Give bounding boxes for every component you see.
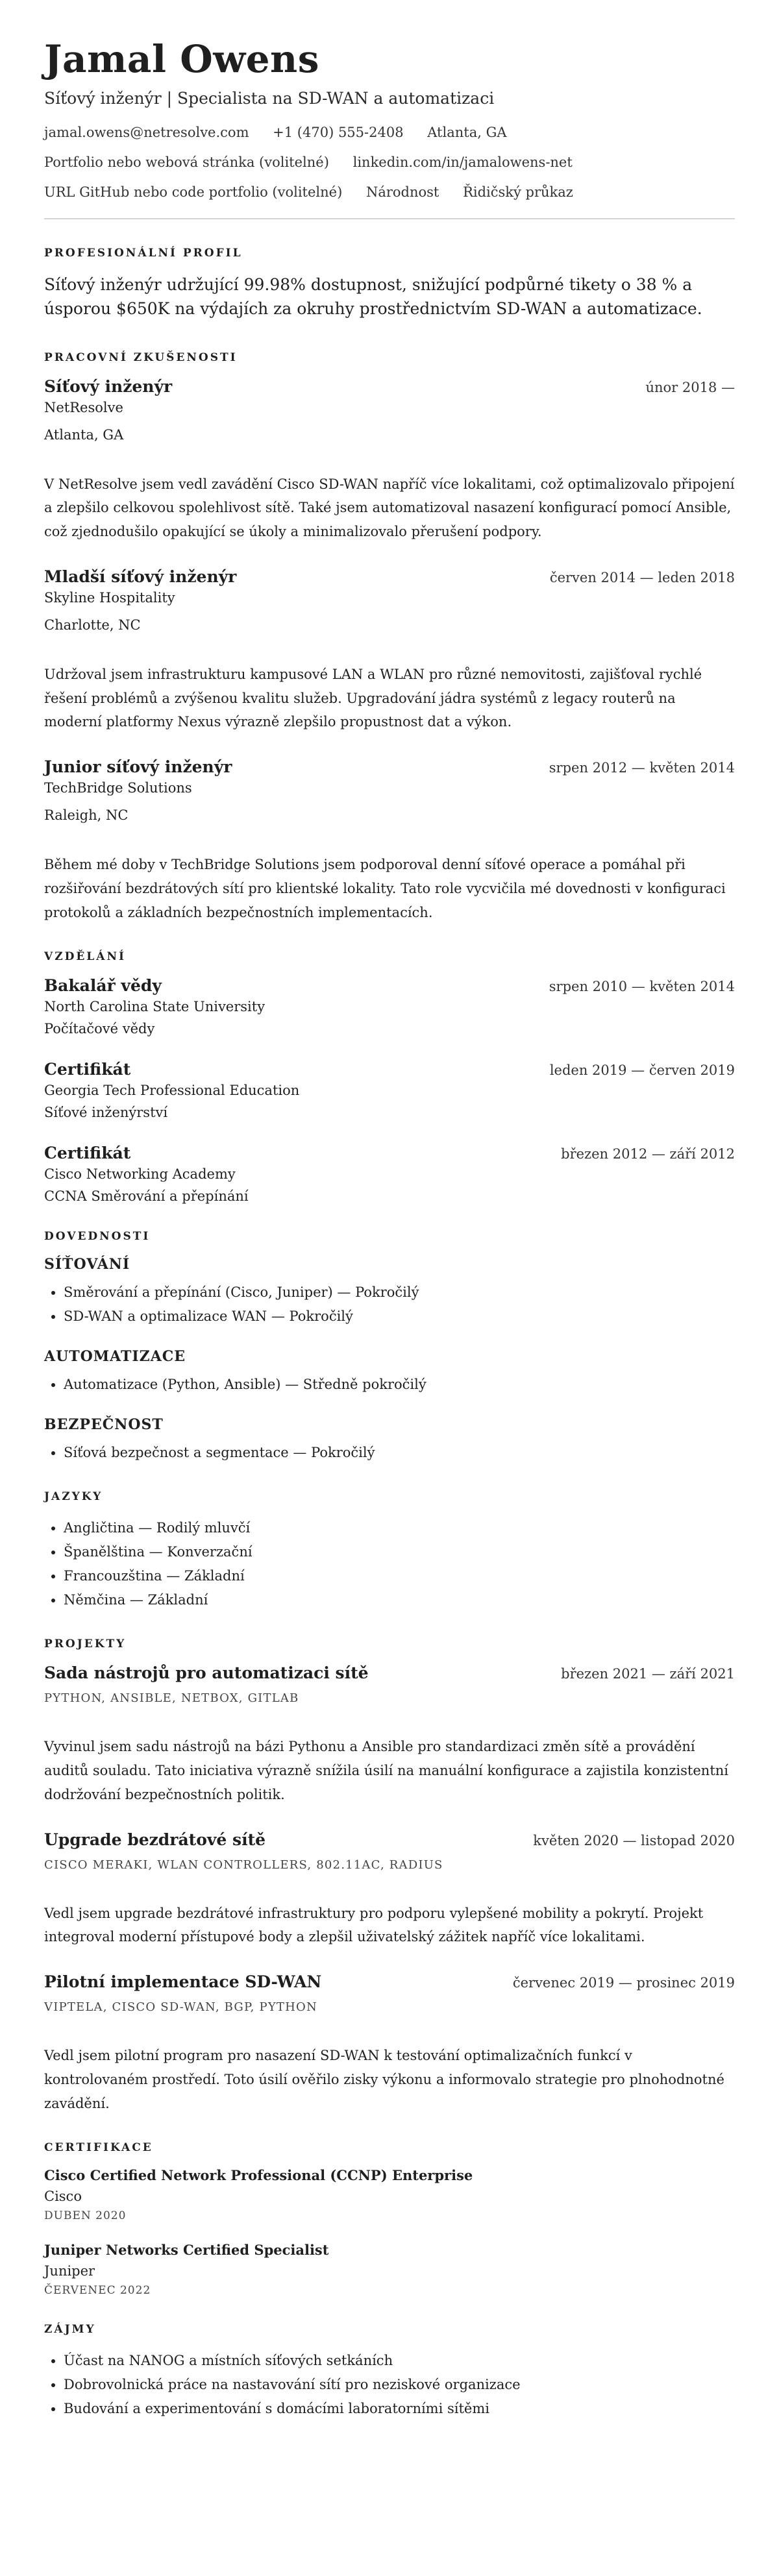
skill-item: • Síťová bezpečnost a segmentace — Pokročilý <box>64 1441 735 1465</box>
education-section <box>44 950 735 1204</box>
project-dates: červenec 2019 — prosinec 2019 <box>512 1975 735 1991</box>
interest-item: • Účast na NANOG a místních síťových setkáních <box>64 2349 735 2373</box>
interest-item: • Budování a experimentování s domácími laboratorními sítěmi <box>64 2397 735 2421</box>
job-dates: srpen 2012 — květen 2014 <box>549 760 735 776</box>
nationality-text: Národnost <box>365 184 439 200</box>
education-dates: březen 2012 — září 2012 <box>561 1146 735 1162</box>
experience-entry <box>44 567 735 734</box>
experience-entry <box>44 757 735 924</box>
skills-heading: DOVEDNOSTI <box>44 1230 151 1244</box>
experience-heading: PRACOVNÍ ZKUŠENOSTI <box>44 350 238 364</box>
skill-group-title: SÍŤOVÁNÍ <box>44 1256 130 1273</box>
portfolio-link[interactable]: Portfolio nebo webová stránka (volitelné) <box>44 154 329 170</box>
education-dates: leden 2019 — červen 2019 <box>549 1062 735 1079</box>
links-row <box>44 154 735 170</box>
interests-section <box>44 2323 735 2420</box>
skill-group-title: BEZPEČNOST <box>44 1416 164 1433</box>
project-tech: CISCO MERAKI, WLAN CONTROLLERS, 802.11AC, RADIUS <box>44 1858 443 1872</box>
education-dates: srpen 2010 — květen 2014 <box>549 979 735 995</box>
project-name: Pilotní implementace SD-WAN <box>44 1972 322 1992</box>
certification-name: Cisco Certified Network Professional (CCNP) Enterprise <box>44 2167 473 2184</box>
certification-entry <box>44 2167 735 2222</box>
certification-issuer: Juniper <box>44 2263 95 2279</box>
degree-title: Bakalář vědy <box>44 976 162 996</box>
skill-item: • SD-WAN a optimalizace WAN — Pokročilý <box>64 1305 735 1329</box>
skill-list <box>44 1281 735 1329</box>
project-dates: květen 2020 — listopad 2020 <box>533 1832 735 1848</box>
location-text: Atlanta, GA <box>427 124 507 140</box>
experience-entry <box>44 377 735 544</box>
certifications-heading: CERTIFIKACE <box>44 2141 153 2155</box>
header-divider <box>44 218 735 219</box>
project-name: Upgrade bezdrátové sítě <box>44 1830 266 1849</box>
project-tech: PYTHON, ANSIBLE, NETBOX, GITLAB <box>44 1691 299 1706</box>
degree-title: Certifikát <box>44 1144 131 1163</box>
language-item: • Francouzština — Základní <box>64 1564 735 1588</box>
job-dates: červen 2014 — leden 2018 <box>549 569 735 585</box>
languages-heading: JAZYKY <box>44 1490 103 1504</box>
job-dates: únor 2018 — <box>645 379 735 395</box>
project-description: Vedl jsem upgrade bezdrátové infrastruktury pro podporu vylepšené mobility a pokrytí. Projekt integroval moderní přístupové body a zlepšil uživatelský zážitek napříč více lokalitami. <box>44 1905 704 1945</box>
interest-list <box>44 2349 735 2420</box>
company-name: NetResolve <box>44 399 123 415</box>
contact-row <box>44 125 735 140</box>
education-heading: VZDĚLÁNÍ <box>44 950 126 964</box>
company-name: TechBridge Solutions <box>44 780 192 796</box>
company-name: Skyline Hospitality <box>44 589 175 606</box>
job-location: Raleigh, NC <box>44 807 129 824</box>
education-entry <box>44 1060 735 1120</box>
certification-entry <box>44 2242 735 2297</box>
language-item: • Němčina — Základní <box>64 1588 735 1612</box>
study-field: CCNA Směrování a přepínání <box>44 1188 249 1205</box>
profile-summary: Síťový inženýr udržující 99.98% dostupnost, snižující podpůrné tikety o 38 % a úsporou $650K na výdajích za okruhy prostřednictvím SD-WAN a automatizace. <box>44 275 702 319</box>
language-list <box>44 1516 735 1612</box>
job-location: Atlanta, GA <box>44 426 124 443</box>
skill-item: • Směrování a přepínání (Cisco, Juniper) — Pokročilý <box>64 1281 735 1305</box>
skill-group-title: AUTOMATIZACE <box>44 1347 186 1365</box>
project-entry <box>44 1830 735 1950</box>
skills-section <box>44 1230 735 1464</box>
certification-date: ČERVENEC 2022 <box>44 2284 151 2298</box>
extra-row <box>44 184 735 200</box>
education-entry <box>44 976 735 1037</box>
certification-date: DUBEN 2020 <box>44 2209 127 2223</box>
project-entry <box>44 1972 735 2115</box>
experience-section <box>44 351 735 925</box>
project-tech: VIPTELA, CISCO SD-WAN, BGP, PYTHON <box>44 2000 317 2015</box>
job-title: Junior síťový inženýr <box>44 757 232 777</box>
job-description: Během mé doby v TechBridge Solutions jsem podporoval denní síťové operace a pomáhal při rozšiřování bezdrátových sítí pro klientské lokality. Tato role vycvičila mé dovednosti v konfiguraci protokolů a základních bezpečnostních implementacích. <box>44 857 726 920</box>
interest-item: • Dobrovolnická práce na nastavování sítí pro neziskové organizace <box>64 2373 735 2397</box>
project-name: Sada nástrojů pro automatizaci sítě <box>44 1663 369 1683</box>
skill-list <box>44 1373 735 1397</box>
education-entry <box>44 1144 735 1204</box>
job-title: Mladší síťový inženýr <box>44 567 237 586</box>
certification-issuer: Cisco <box>44 2189 82 2205</box>
study-field: Počítačové vědy <box>44 1021 155 1037</box>
interests-heading: ZÁJMY <box>44 2323 96 2337</box>
projects-section <box>44 1638 735 2115</box>
job-description: V NetResolve jsem vedl zavádění Cisco SD-WAN napříč více lokalitami, což optimalizovalo připojení a zlepšilo celkovou spolehlivost sítě. Také jsem automatizoval nasazení konfigurací pomocí Ansible, což zjednodušilo opakující se úkoly a minimalizovalo přerušení podpory. <box>44 476 735 540</box>
email-link[interactable]: jamal.owens@netresolve.com <box>44 124 249 140</box>
project-entry <box>44 1663 735 1806</box>
candidate-name: Jamal Owens <box>44 37 319 81</box>
phone-number[interactable]: +1 (470) 555-2408 <box>273 124 404 140</box>
language-item: • Španělština — Konverzační <box>64 1540 735 1564</box>
job-location: Charlotte, NC <box>44 617 141 633</box>
projects-heading: PROJEKTY <box>44 1638 127 1651</box>
profile-heading: PROFESIONÁLNÍ PROFIL <box>44 246 243 260</box>
candidate-headline: Síťový inženýr | Specialista na SD-WAN a automatizaci <box>44 88 495 108</box>
school-name: Cisco Networking Academy <box>44 1166 236 1183</box>
project-dates: březen 2021 — září 2021 <box>561 1666 735 1682</box>
job-description: Udržoval jsem infrastrukturu kampusové LAN a WLAN pro různé nemovitosti, zajišťoval rychlé řešení problémů a zvýšenou kvalitu služeb. Upgradování jádra systémů z legacy routerů na moderní platformy Nexus výrazně zlepšilo propustnost dat a výkon. <box>44 666 702 730</box>
license-text: Řidičský průkaz <box>463 184 573 200</box>
skill-item: • Automatizace (Python, Ansible) — Středně pokročilý <box>64 1373 735 1397</box>
school-name: Georgia Tech Professional Education <box>44 1083 300 1099</box>
certifications-section <box>44 2141 735 2297</box>
project-description: Vedl jsem pilotní program pro nasazení SD-WAN k testování optimalizačních funkcí v kontrolovaném prostředí. Toto úsilí ověřilo zisky výkonu a informovalo strategie pro plnohodnotné zavádění. <box>44 2048 724 2111</box>
job-title: Síťový inženýr <box>44 376 173 396</box>
certification-name: Juniper Networks Certified Specialist <box>44 2242 329 2259</box>
project-description: Vyvinul jsem sadu nástrojů na bázi Pythonu a Ansible pro standardizaci změn sítě a provádění auditů souladu. Tato iniciativa výrazně snížila úsilí na manuální konfigurace a zajistila konzistentní dodržování bezpečnostních politik. <box>44 1739 728 1802</box>
school-name: North Carolina State University <box>44 999 266 1015</box>
study-field: Síťové inženýrství <box>44 1105 168 1121</box>
linkedin-link[interactable]: linkedin.com/in/jamalowens-net <box>352 154 573 170</box>
languages-section <box>44 1490 735 1612</box>
github-link[interactable]: URL GitHub nebo code portfolio (volitelné) <box>44 184 343 200</box>
skill-list <box>44 1441 735 1465</box>
language-item: • Angličtina — Rodilý mluvčí <box>64 1516 735 1540</box>
degree-title: Certifikát <box>44 1060 131 1079</box>
